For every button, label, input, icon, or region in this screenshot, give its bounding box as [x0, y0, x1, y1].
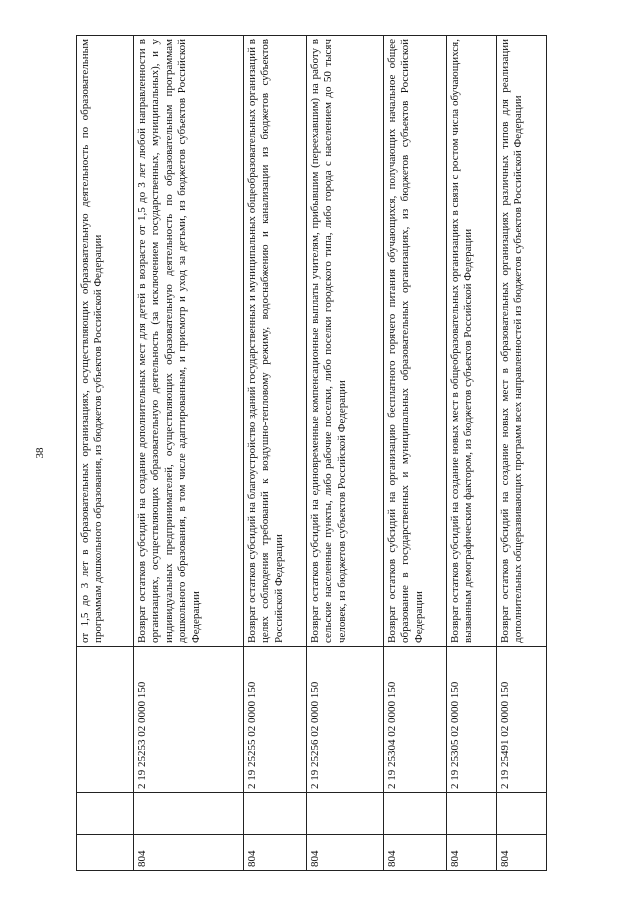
table-row — [244, 36, 307, 871]
budget-code-cell: 2 19 25305 02 0000 150 — [447, 647, 497, 793]
budget-code-cell: 2 19 25255 02 0000 150 — [244, 647, 307, 793]
admin-code-cell: 804 — [307, 835, 384, 871]
spacer-cell — [244, 793, 307, 835]
admin-code-cell: 804 — [384, 835, 447, 871]
spacer-cell — [134, 793, 244, 835]
budget-codes-table — [76, 35, 547, 871]
budget-code-cell: 2 19 25256 02 0000 150 — [307, 647, 384, 793]
spacer-cell — [384, 793, 447, 835]
description-cell: Возврат остатков субсидий на создание дополнительных мест для детей в возрасте от 1,5 до 3 лет любой направленности в организациях, осуществляющих образовательную деятельность (за исключением государственных, муниципальных), и у индивидуальных предпринимателей, осуществляющих образовательную деятельность по образовательным программам дошкольного образования, в том числе адаптированным, и присмотр и уход за детьми, из бюджетов субъектов Российской Федерации — [134, 36, 244, 647]
table-row — [497, 36, 547, 871]
admin-code-cell: 804 — [134, 835, 244, 871]
budget-code-cell: 2 19 25253 02 0000 150 — [134, 647, 244, 793]
spacer-cell — [447, 793, 497, 835]
budget-code-cell — [77, 647, 134, 793]
description-cell: Возврат остатков субсидий на единовременные компенсационные выплаты учителям, прибывшим (переехавшим) на работу в сельские населенные пункты, либо рабочие поселки, либо поселки городского типа, либо города с населением до 50 тысяч человек, из бюджетов субъектов Российской Федерации — [307, 36, 384, 647]
description-cell: Возврат остатков субсидий на благоустройство зданий государственных и муниципальных общеобразовательных организаций в целях соблюдения требований к воздушно-тепловому режиму, водоснабжению и канализации из бюджетов субъектов Российской Федерации — [244, 36, 307, 647]
rotated-table-container — [76, 35, 582, 871]
description-cell: Возврат остатков субсидий на создание новых мест в образовательных организациях различных типов для реализации дополнительных общеразвивающих программ всех направленностей из бюджетов субъектов Российской Федерации — [497, 36, 547, 647]
spacer-cell — [77, 793, 134, 835]
table-row — [77, 36, 134, 871]
spacer-cell — [307, 793, 384, 835]
admin-code-cell — [77, 835, 134, 871]
table-row — [384, 36, 447, 871]
page-number: 38 — [34, 447, 46, 459]
budget-code-cell: 2 19 25304 02 0000 150 — [384, 647, 447, 793]
table-row — [447, 36, 497, 871]
admin-code-cell: 804 — [447, 835, 497, 871]
spacer-cell — [497, 793, 547, 835]
budget-code-cell: 2 19 25491 02 0000 150 — [497, 647, 547, 793]
admin-code-cell: 804 — [497, 835, 547, 871]
description-cell: Возврат остатков субсидий на создание новых мест в общеобразовательных организациях в связи с ростом числа обучающихся, вызванным демографическим фактором, из бюджетов субъектов Российской Федерации — [447, 36, 497, 647]
table-row — [134, 36, 244, 871]
table-row — [307, 36, 384, 871]
admin-code-cell: 804 — [244, 835, 307, 871]
description-cell: от 1,5 до 3 лет в образовательных организациях, осуществляющих образовательную деятельность по образовательным программам дошкольного образования, из бюджетов субъектов Российской Федерации — [77, 36, 134, 647]
description-cell: Возврат остатков субсидий на организацию бесплатного горячего питания обучающихся, получающих начальное общее образование в государственных и муниципальных образовательных организациях, из бюджетов субъектов Российской Федерации — [384, 36, 447, 647]
